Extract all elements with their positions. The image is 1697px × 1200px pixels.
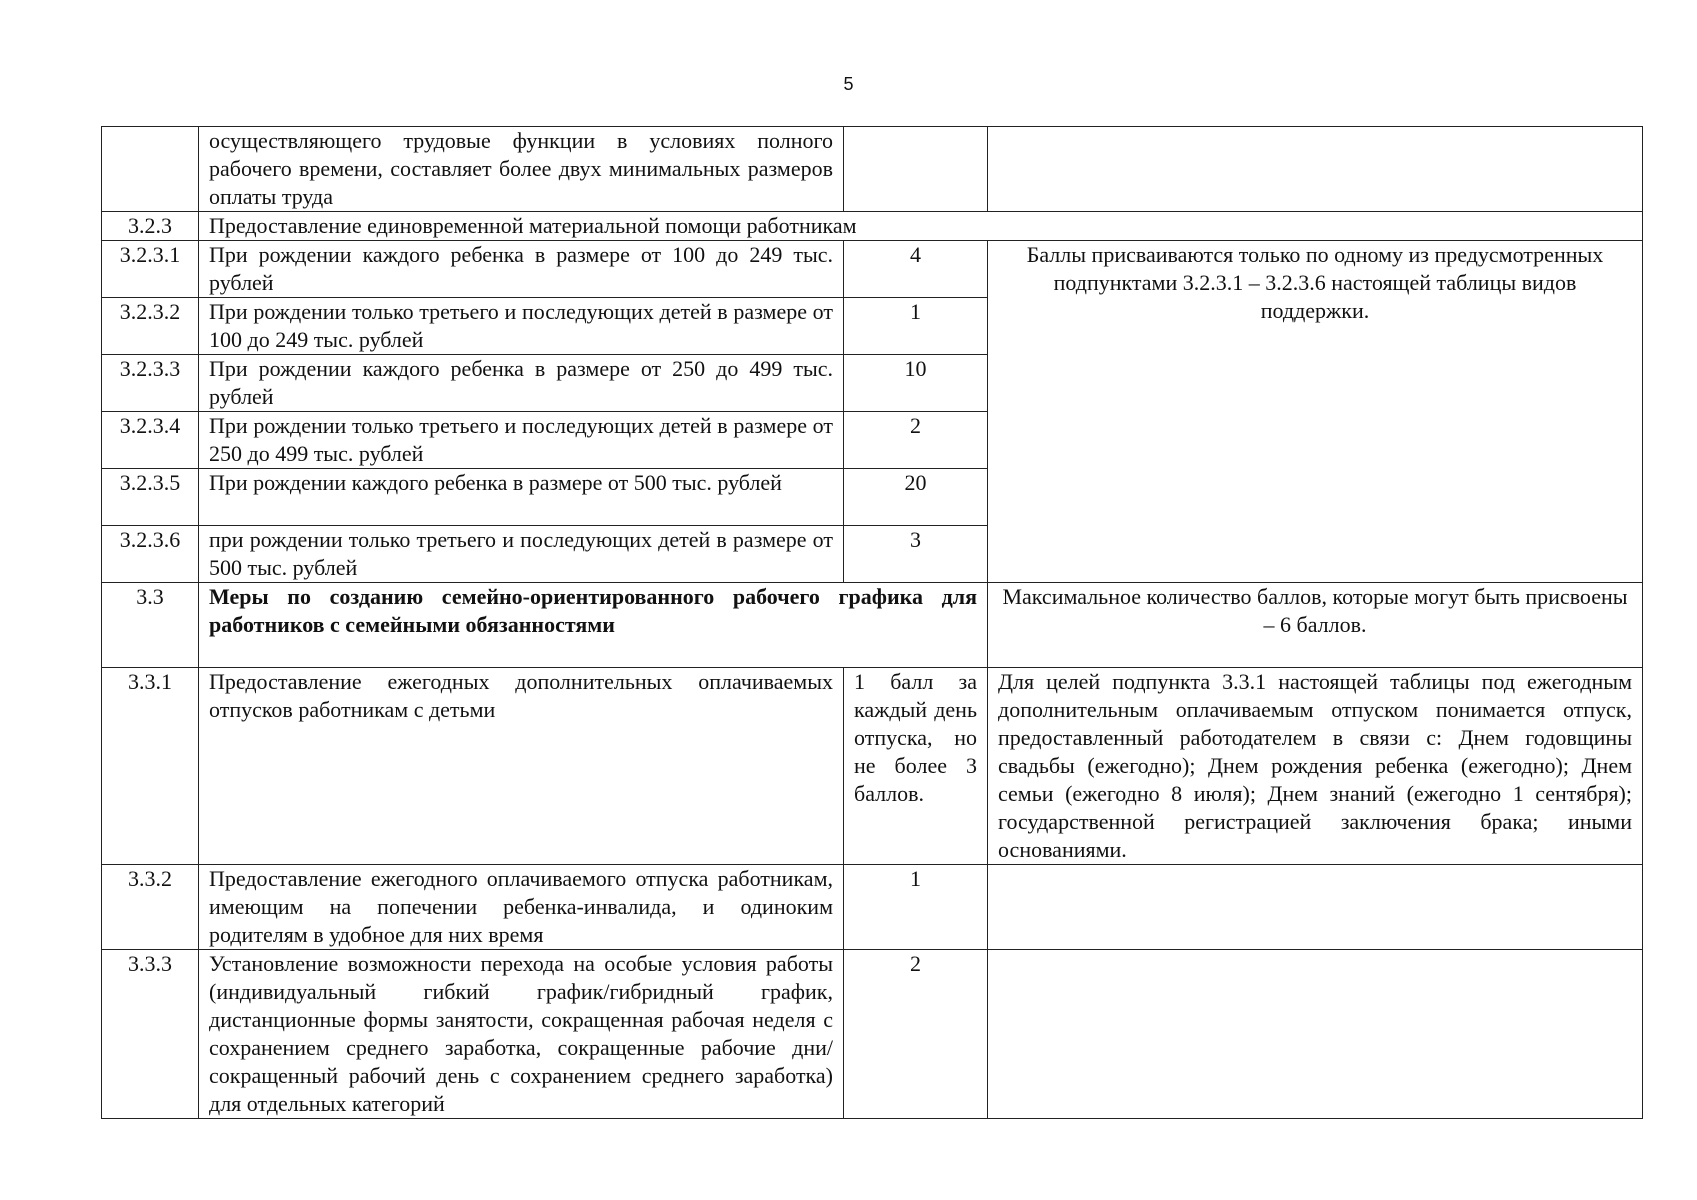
page-number: 5 <box>843 74 854 94</box>
table-row <box>102 241 1643 298</box>
row-description: При рождении каждого ребенка в размере от 100 до 249 тыс. рублей <box>199 241 844 298</box>
row-number: 3.2.3.1 <box>102 241 199 298</box>
row-points <box>844 127 988 212</box>
row-number: 3.2.3.3 <box>102 355 199 412</box>
criteria-table <box>101 126 1643 1119</box>
row-note: Для целей подпункта 3.3.1 настоящей таблицы под ежегодным дополнительным оплачиваемым отпуском понимается отпуск, предоставленный работодателем в связи с: Днем годовщины свадьбы (ежегодно); Днем рождения ребенка (ежегодно); Днем семьи (ежегодно 8 июля); Днем знаний (ежегодно 1 сентября); государственной регистрацией заключения брака; иными основаниями. <box>988 668 1643 865</box>
table-row <box>102 583 1643 668</box>
row-description: При рождении каждого ребенка в размере от 500 тыс. рублей <box>199 469 844 526</box>
table-row <box>102 950 1643 1119</box>
row-description: При рождении каждого ребенка в размере от 250 до 499 тыс. рублей <box>199 355 844 412</box>
row-description: Предоставление ежегодного оплачиваемого отпуска работникам, имеющим на попечении ребенка-инвалида, и одиноким родителям в удобное для них время <box>199 865 844 950</box>
row-description: При рождении только третьего и последующих детей в размере от 250 до 499 тыс. рублей <box>199 412 844 469</box>
table-row <box>102 668 1643 865</box>
row-points: 4 <box>844 241 988 298</box>
row-number: 3.3.1 <box>102 668 199 865</box>
row-note: Баллы присваиваются только по одному из предусмотренных подпунктами 3.2.3.1 – 3.2.3.6 настоящей таблицы видов поддержки. <box>988 241 1643 583</box>
row-number: 3.2.3 <box>102 212 199 241</box>
row-number: 3.3.2 <box>102 865 199 950</box>
row-number: 3.3.3 <box>102 950 199 1119</box>
row-points: 10 <box>844 355 988 412</box>
row-note: Максимальное количество баллов, которые могут быть присвоены – 6 баллов. <box>988 583 1643 668</box>
table-row <box>102 212 1643 241</box>
table-row <box>102 127 1643 212</box>
row-note <box>988 127 1643 212</box>
row-points: 3 <box>844 526 988 583</box>
row-points: 1 <box>844 865 988 950</box>
row-description: При рождении только третьего и последующих детей в размере от 100 до 249 тыс. рублей <box>199 298 844 355</box>
row-description: Установление возможности перехода на особые условия работы (индивидуальный гибкий график/гибридный график, дистанционные формы занятости, сокращенная рабочая неделя с сохранением среднего заработка, сокращенные рабочие дни/сокращенный рабочий день с сохранением среднего заработка) для отдельных категорий <box>199 950 844 1119</box>
row-number <box>102 127 199 212</box>
row-points: 2 <box>844 412 988 469</box>
row-points: 20 <box>844 469 988 526</box>
row-description: при рождении только третьего и последующих детей в размере от 500 тыс. рублей <box>199 526 844 583</box>
row-number: 3.3 <box>102 583 199 668</box>
row-points: 1 балл за каждый день отпуска, но не более 3 баллов. <box>844 668 988 865</box>
row-points: 2 <box>844 950 988 1119</box>
row-note <box>988 865 1643 950</box>
row-description: Предоставление ежегодных дополнительных оплачиваемых отпусков работникам с детьми <box>199 668 844 865</box>
row-description: Меры по созданию семейно-ориентированного рабочего графика для работников с семейными обязанностями <box>199 583 988 668</box>
row-number: 3.2.3.6 <box>102 526 199 583</box>
row-number: 3.2.3.4 <box>102 412 199 469</box>
row-number: 3.2.3.2 <box>102 298 199 355</box>
row-description: осуществляющего трудовые функции в условиях полного рабочего времени, составляет более двух минимальных размеров оплаты труда <box>199 127 844 212</box>
row-number: 3.2.3.5 <box>102 469 199 526</box>
row-description: Предоставление единовременной материальной помощи работникам <box>199 212 1643 241</box>
row-points: 1 <box>844 298 988 355</box>
row-note <box>988 950 1643 1119</box>
table-row <box>102 865 1643 950</box>
